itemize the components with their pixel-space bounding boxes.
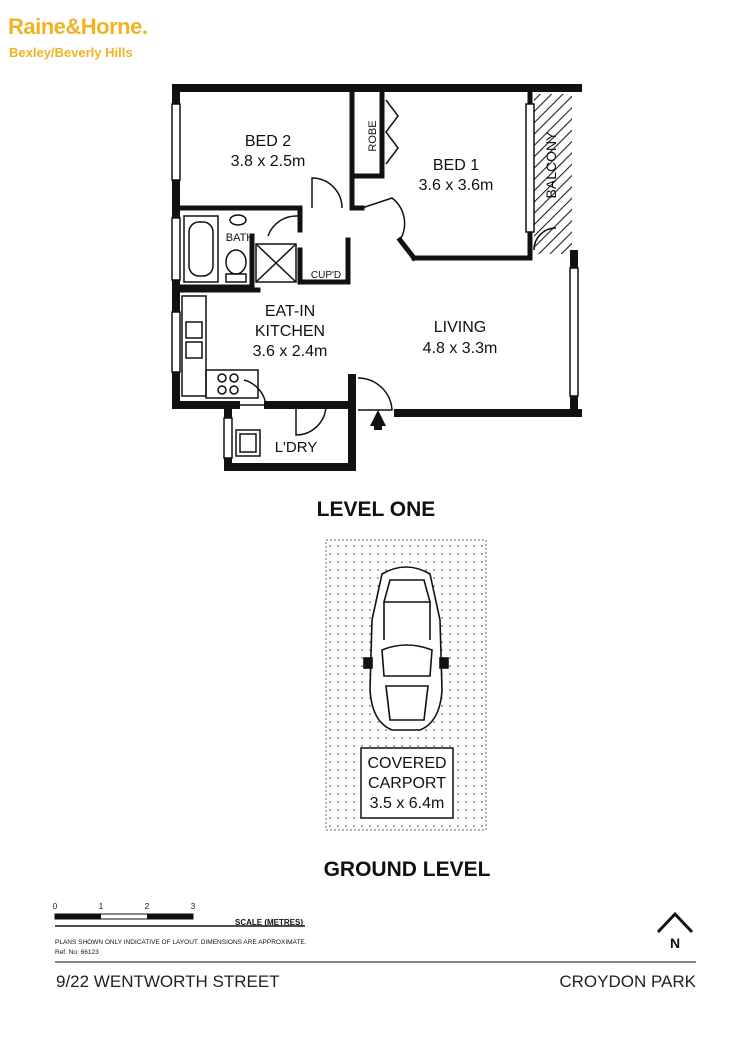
north-arrow-icon <box>658 914 692 951</box>
scale-bar <box>53 902 307 956</box>
living-size: 4.8 x 3.3m <box>422 340 498 357</box>
ground-level-plan <box>324 540 491 881</box>
kitchen-size: 3.6 x 2.4m <box>252 343 328 360</box>
carport-size: 3.5 x 6.4m <box>369 795 445 812</box>
scale-label: SCALE (METRES) <box>235 918 303 927</box>
north-label: N <box>669 935 681 951</box>
kitchen-label-2: KITCHEN <box>254 323 326 340</box>
address: 9/22 WENTWORTH STREET <box>56 972 280 991</box>
scale-tick-1: 1 <box>98 902 104 911</box>
robe-label: ROBE <box>367 120 379 152</box>
cupd-label: CUP'D <box>310 270 342 281</box>
carport-label-1: COVERED <box>367 755 447 772</box>
brand-logo: Raine&Horne. <box>8 14 148 39</box>
bath-label: BATH <box>225 232 255 244</box>
brand-office: Bexley/Beverly Hills <box>9 45 133 60</box>
entry-arrow-icon <box>370 410 386 426</box>
level-one-title: LEVEL ONE <box>316 498 436 521</box>
scale-tick-0: 0 <box>52 902 58 911</box>
bed2-label: BED 2 <box>244 133 292 150</box>
balcony-label: BALCONY <box>543 131 559 199</box>
laundry-label: L'DRY <box>274 439 318 456</box>
level-one-plan <box>172 88 578 521</box>
reference-number: Ref. No: 66123 <box>55 949 99 956</box>
disclaimer-text: PLANS SHOWN ONLY INDICATIVE OF LAYOUT. DIMENSIONS ARE APPROXIMATE. <box>55 939 307 946</box>
bed2-size: 3.8 x 2.5m <box>230 153 306 170</box>
kitchen-label-1: EAT-IN <box>264 303 316 320</box>
scale-tick-2: 2 <box>144 902 150 911</box>
living-label: LIVING <box>433 319 487 336</box>
scale-tick-3: 3 <box>190 902 196 911</box>
ground-level-title: GROUND LEVEL <box>323 858 491 881</box>
suburb: CROYDON PARK <box>559 972 696 991</box>
carport-label-2: CARPORT <box>368 775 446 792</box>
bed1-label: BED 1 <box>432 157 480 174</box>
bed1-size: 3.6 x 3.6m <box>418 177 494 194</box>
